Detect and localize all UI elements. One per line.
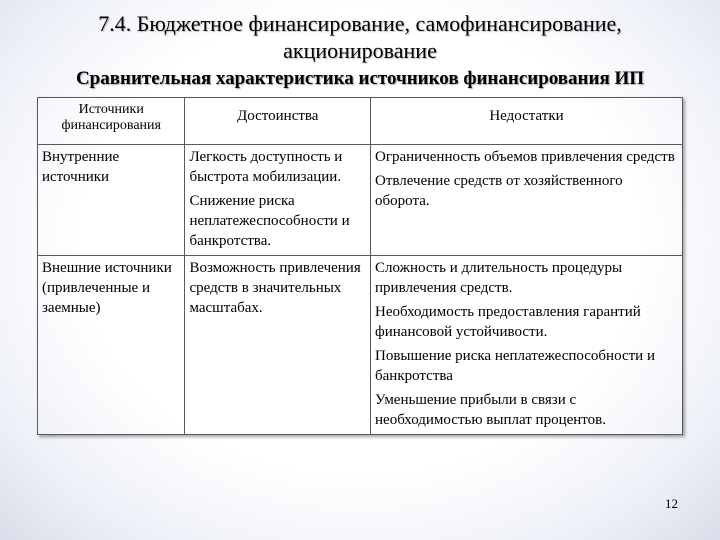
header-disadvantages: Недостатки [371, 98, 683, 145]
comparison-table [37, 97, 683, 435]
header-sources: Источники финансирования [38, 98, 185, 145]
disadvantage-item: Ограниченность объемов привлечения средств [375, 149, 675, 165]
table-header-row [38, 98, 683, 145]
row-internal-disadvantages [371, 145, 683, 256]
row-external-source: Внешние источники (привлеченные и заемные) [38, 256, 185, 435]
slide-title: 7.4. Бюджетное финансирование, самофинансирование, акционирование [98, 11, 622, 63]
row-external-advantages [185, 256, 371, 435]
row-external-disadvantages [371, 256, 683, 435]
page-number: 12 [665, 496, 678, 511]
advantage-item: Легкость доступность и быстрота мобилизации. [189, 149, 343, 185]
row-internal-advantages [185, 145, 371, 256]
disadvantage-item: Уменьшение прибыли в связи с необходимостью выплат процентов. [375, 392, 606, 428]
disadvantage-item: Отвлечение средств от хозяйственного оборота. [375, 173, 623, 209]
disadvantage-item: Необходимость предоставления гарантий финансовой устойчивости. [375, 304, 641, 340]
header-advantages: Достоинства [185, 98, 371, 145]
advantage-item: Возможность привлечения средств в значительных масштабах. [189, 260, 361, 316]
advantage-item: Снижение риска неплатежеспособности и банкротства. [189, 193, 350, 249]
row-internal-source: Внутренние источники [38, 145, 185, 256]
table-row [38, 256, 683, 435]
disadvantage-item: Сложность и длительность процедуры привлечения средств. [375, 260, 623, 296]
table-row [38, 145, 683, 256]
disadvantage-item: Повышение риска неплатежеспособности и банкротства [375, 348, 655, 384]
slide-subtitle: Сравнительная характеристика источников финансирования ИП [75, 68, 645, 89]
